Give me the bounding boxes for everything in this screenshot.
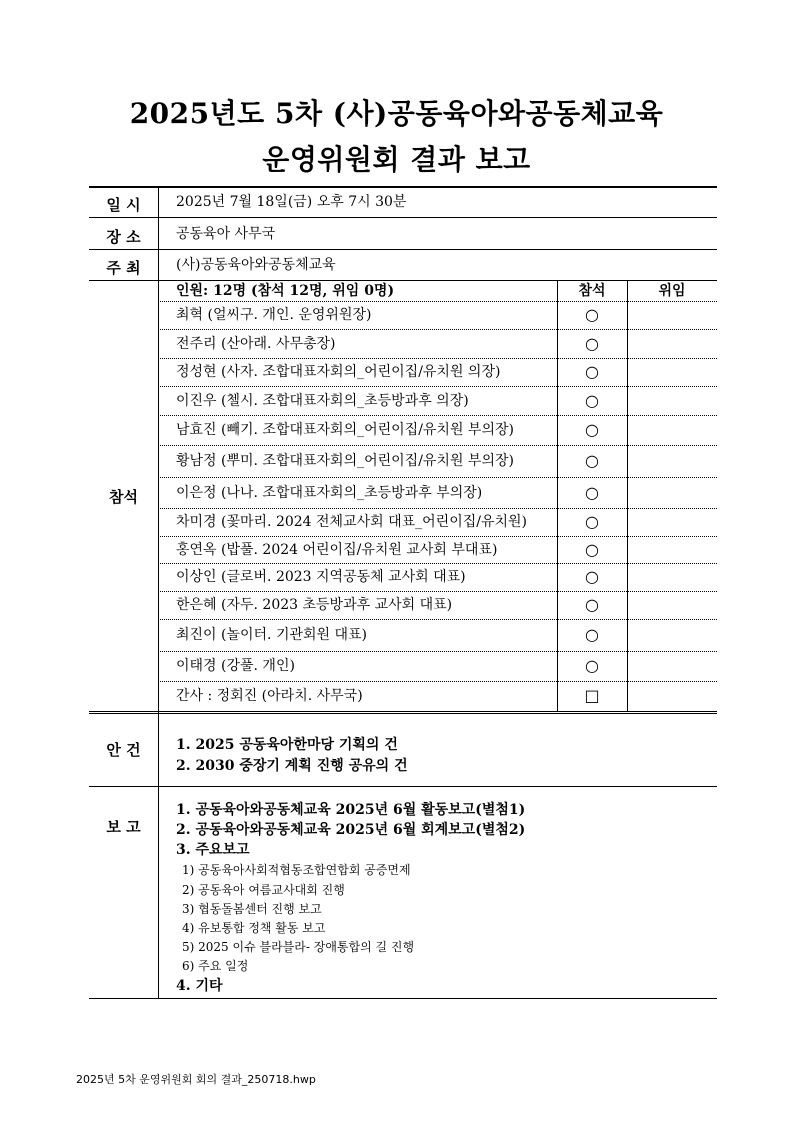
host-label: 주 최 xyxy=(106,259,141,277)
attendance-mark: ○ xyxy=(585,483,599,502)
attendance-mark: ○ xyxy=(585,305,599,324)
attendance-mark: ○ xyxy=(585,656,599,675)
member-name: 최혁 (얼씨구. 개인. 운영위원장) xyxy=(176,307,372,323)
member-name: 이태경 (강풀. 개인) xyxy=(176,658,295,674)
row-divider xyxy=(158,563,717,564)
attendance-mark: ○ xyxy=(585,451,599,470)
table-top-border xyxy=(89,186,717,188)
attendance-mark: ○ xyxy=(585,540,599,559)
row-divider xyxy=(158,477,717,478)
row-divider xyxy=(158,329,717,330)
date-label: 일 시 xyxy=(106,196,141,214)
row-divider xyxy=(89,217,717,218)
report-subitem: 4) 유보통합 정책 활동 보고 xyxy=(182,921,326,935)
report-item: 4. 기타 xyxy=(176,978,223,994)
row-divider xyxy=(158,445,717,446)
row-divider xyxy=(158,536,717,537)
report-item: 1. 공동육아와공동체교육 2025년 6월 활동보고(별첨1) xyxy=(176,802,526,818)
report-subitem: 2) 공동육아 여름교사대회 진행 xyxy=(182,883,345,897)
report-subitem: 5) 2025 이슈 블라블라- 장애통합의 길 진행 xyxy=(182,940,415,954)
attendance-mark: ○ xyxy=(585,362,599,381)
file-name-footer: 2025년 5차 운영위원회 회의 결과_250718.hwp xyxy=(76,1073,316,1086)
section-divider xyxy=(89,711,717,714)
row-divider xyxy=(158,591,717,592)
member-name: 정성현 (사자. 조합대표자회의_어린이집/유치원 의장) xyxy=(176,364,501,380)
row-divider xyxy=(158,681,717,682)
attendance-mark: ○ xyxy=(585,625,599,644)
report-subitem: 3) 협동돌봄센터 진행 보고 xyxy=(182,902,322,916)
member-name: 한은혜 (자두. 2023 초등방과후 교사회 대표) xyxy=(176,597,453,613)
member-name: 차미경 (꽃마리. 2024 전체교사회 대표_어린이집/유치원) xyxy=(176,514,527,530)
agenda-item: 1. 2025 공동육아한마당 기획의 건 xyxy=(176,737,398,753)
proxy-column-divider xyxy=(627,280,628,712)
row-divider xyxy=(158,651,717,652)
section-divider xyxy=(89,786,717,787)
date-value: 2025년 7월 18일(금) 오후 7시 30분 xyxy=(176,194,407,210)
member-name: 황남정 (뿌미. 조합대표자회의_어린이집/유치원 부의장) xyxy=(176,453,514,469)
report-item: 2. 공동육아와공동체교육 2025년 6월 회계보고(별첨2) xyxy=(176,822,526,838)
member-name: 이은정 (나나. 조합대표자회의_초등방과후 부의장) xyxy=(176,485,483,501)
attendance-mark: ○ xyxy=(585,567,599,586)
row-divider xyxy=(158,415,717,416)
member-name: 홍연옥 (밥풀. 2024 어린이집/유치원 교사회 부대표) xyxy=(176,542,498,558)
attendance-mark: ○ xyxy=(585,595,599,614)
place-value: 공동육아 사무국 xyxy=(176,226,276,242)
row-divider xyxy=(158,358,717,359)
document-title-line2: 운영위원회 결과 보고 xyxy=(262,143,531,176)
member-name: 남효진 (빼기. 조합대표자회의_어린이집/유치원 부의장) xyxy=(176,422,514,438)
row-divider xyxy=(89,249,717,250)
host-value: (사)공동육아와공동체교육 xyxy=(176,257,336,273)
label-column-divider xyxy=(158,186,159,998)
attendance-mark: ○ xyxy=(585,420,599,439)
member-name: 최진이 (놀이터. 기관회원 대표) xyxy=(176,627,368,643)
document-title-line1: 2025년도 5차 (사)공동육아와공동체교육 xyxy=(129,97,664,130)
attendance-mark: ○ xyxy=(585,334,599,353)
member-name: 이상인 (글로버. 2023 지역공동체 교사회 대표) xyxy=(176,569,466,585)
attendance-label: 참석 xyxy=(109,488,138,506)
agenda-item: 2. 2030 중장기 계획 진행 공유의 건 xyxy=(176,758,408,774)
member-name: 전주리 (산아래. 사무총장) xyxy=(176,336,336,352)
header-divider xyxy=(158,301,717,302)
report-subitem: 1) 공동육아사회적협동조합연합회 공증면제 xyxy=(182,863,411,877)
row-divider xyxy=(158,619,717,620)
report-item: 3. 주요보고 xyxy=(176,842,250,858)
row-divider xyxy=(89,280,717,281)
row-divider xyxy=(158,386,717,387)
member-name: 간사 : 정회진 (아라치. 사무국) xyxy=(176,688,363,704)
report-label: 보 고 xyxy=(106,818,141,836)
proxy-column-header: 위임 xyxy=(658,283,686,299)
row-divider xyxy=(158,508,717,509)
member-name: 이진우 (첼시. 조합대표자회의_초등방과후 의장) xyxy=(176,393,469,409)
report-subitem: 6) 주요 일정 xyxy=(182,959,249,973)
attend-column-header: 참석 xyxy=(578,283,606,299)
attendance-mark: ○ xyxy=(585,391,599,410)
table-bottom-border xyxy=(89,998,717,999)
attendance-mark: □ xyxy=(584,686,600,705)
agenda-label: 안 건 xyxy=(106,741,141,759)
attendance-mark: ○ xyxy=(585,512,599,531)
attendance-header: 인원: 12명 (참석 12명, 위임 0명) xyxy=(176,283,395,299)
place-label: 장 소 xyxy=(106,228,141,246)
